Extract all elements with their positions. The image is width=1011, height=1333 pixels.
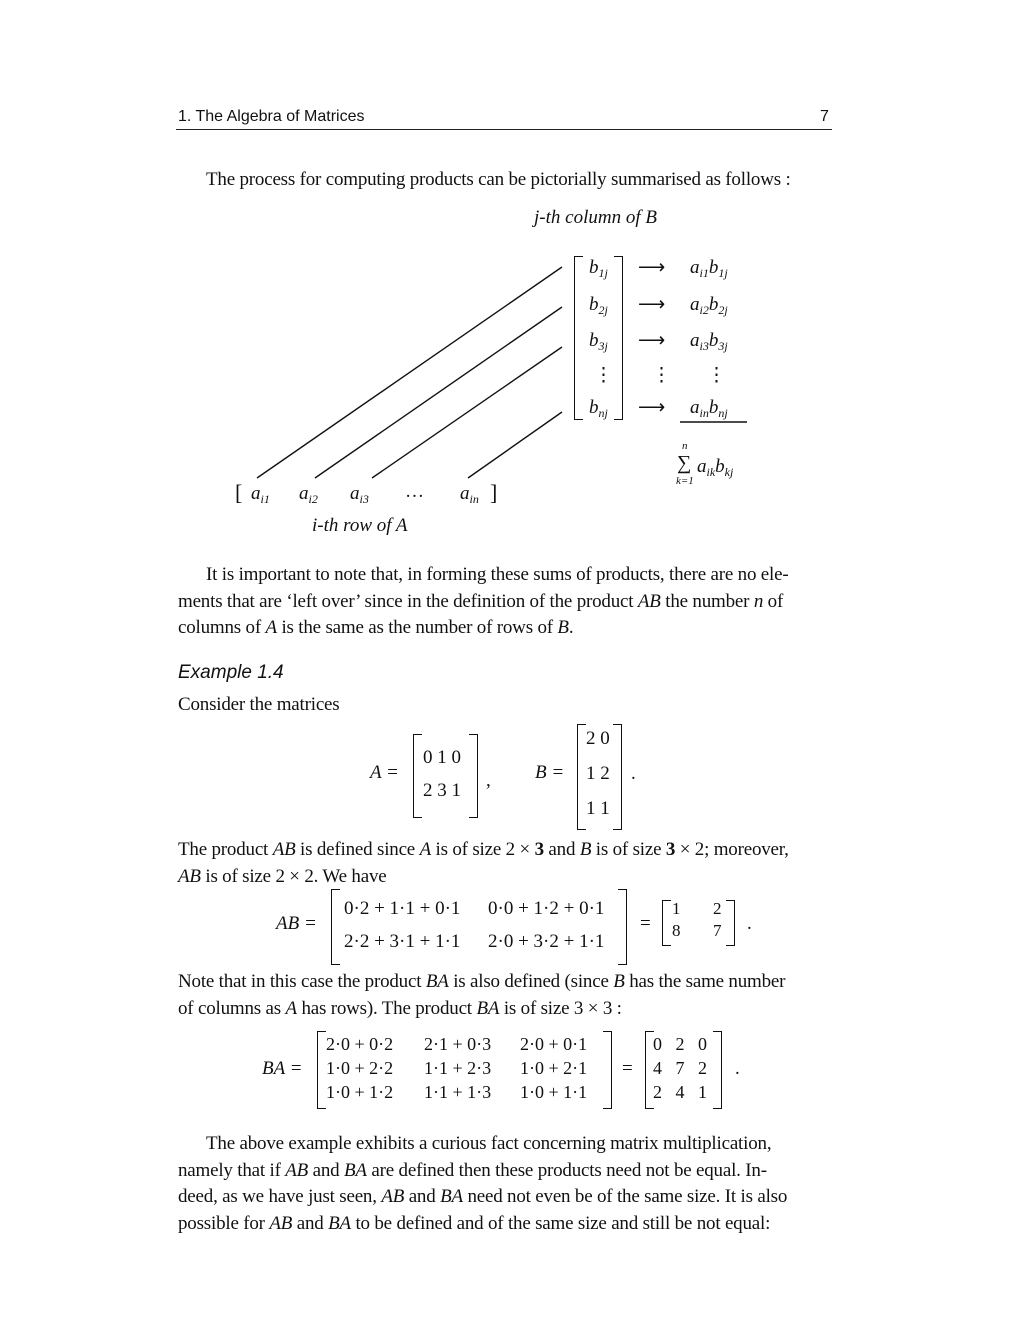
ab-expr-cell: 0·0 + 1·2 + 0·1 bbox=[488, 898, 605, 919]
product-term: $a_{i3}b_{3j}$ bbox=[690, 330, 728, 353]
text-line: possible for AB and BA to be defined and of the same size and still be not equal: bbox=[178, 1212, 771, 1234]
arrow-icon: ⟶ bbox=[638, 257, 666, 278]
example-heading: Example 1.4 bbox=[178, 662, 284, 683]
row-entry: $a_{in}$ bbox=[460, 483, 479, 506]
ba-expr-right-bracket bbox=[603, 1031, 612, 1109]
row-left-bracket: [ bbox=[235, 480, 243, 505]
column-entry: $b_{2j}$ bbox=[589, 294, 608, 317]
ab-result-cell: 2 bbox=[713, 899, 722, 918]
sigma-icon: ∑ bbox=[677, 452, 692, 474]
ba-expr-cell: 2·0 + 0·2 bbox=[326, 1034, 394, 1054]
consider-text: Consider the matrices bbox=[178, 694, 340, 715]
ab-expr-cell: 0·2 + 1·1 + 0·1 bbox=[344, 898, 461, 919]
arrow-icon: ⟶ bbox=[638, 397, 666, 418]
ba-expr-cell: 1·0 + 1·1 bbox=[520, 1082, 588, 1102]
text-line: AB is of size 2 × 2. We have bbox=[178, 865, 387, 887]
vertical-ellipsis: ⋮ bbox=[652, 365, 671, 386]
ba-expr-cell: 1·0 + 2·2 bbox=[326, 1058, 394, 1078]
ba-result-row: 4 7 2 bbox=[653, 1058, 707, 1078]
ba-result-row: 0 2 0 bbox=[653, 1034, 707, 1054]
intro-text: The process for computing products can be pictorially summarised as follows : bbox=[206, 169, 791, 190]
paragraph-ab-defined bbox=[178, 837, 830, 890]
sum-term: $a_{ik}b_{kj}$ bbox=[697, 456, 734, 479]
row-ellipsis: … bbox=[405, 481, 424, 502]
ba-expr-cell: 1·0 + 2·1 bbox=[520, 1058, 588, 1078]
row-right-bracket: ] bbox=[490, 480, 498, 505]
matrix-b-row: 2 0 bbox=[586, 728, 610, 749]
ab-label: AB = bbox=[276, 913, 317, 934]
paragraph-left-over bbox=[178, 562, 830, 642]
period: . bbox=[631, 763, 636, 784]
comma: , bbox=[486, 770, 491, 791]
matrix-a-label: A = bbox=[370, 762, 399, 783]
matrix-b-label: B = bbox=[535, 762, 565, 783]
ab-result-cell: 1 bbox=[672, 899, 681, 918]
product-term: $a_{i1}b_{1j}$ bbox=[690, 257, 728, 280]
matrix-b-row: 1 2 bbox=[586, 763, 610, 784]
column-right-bracket bbox=[614, 256, 623, 420]
ba-result-row: 2 4 1 bbox=[653, 1082, 707, 1102]
paragraph-curious-fact bbox=[178, 1131, 830, 1237]
ab-result-cell: 8 bbox=[672, 921, 681, 940]
product-term: $a_{in}b_{nj}$ bbox=[690, 397, 728, 420]
ba-result-right-bracket bbox=[713, 1031, 722, 1109]
text-line: columns of A is the same as the number of rows of B. bbox=[178, 617, 574, 638]
ba-expr-cell: 1·1 + 1·3 bbox=[424, 1082, 492, 1102]
ab-expr-cell: 2·0 + 3·2 + 1·1 bbox=[488, 931, 605, 952]
ab-expr-cell: 2·2 + 3·1 + 1·1 bbox=[344, 931, 461, 952]
ab-result-left-bracket bbox=[662, 900, 671, 946]
column-entry: $b_{1j}$ bbox=[589, 257, 608, 280]
running-header-title: 1. The Algebra of Matrices bbox=[178, 108, 365, 125]
matrix-a-row: 2 3 1 bbox=[423, 780, 461, 801]
text-line: It is important to note that, in forming these sums of products, there are no ele- bbox=[206, 564, 789, 585]
column-ellipsis: ⋮ bbox=[594, 365, 613, 386]
text-line: of columns as A has rows). The product BA is of size 3 × 3 : bbox=[178, 997, 622, 1019]
row-label: i-th row of A bbox=[312, 515, 408, 536]
text-line: The product AB is defined since A is of size 2 × 3 and B is of size 3 × 2; moreover, bbox=[178, 839, 789, 860]
ba-expr-cell: 2·0 + 0·1 bbox=[520, 1034, 588, 1054]
ab-expr-right-bracket bbox=[618, 889, 627, 965]
column-entry: $b_{nj}$ bbox=[589, 397, 608, 420]
ba-label: BA = bbox=[262, 1058, 303, 1079]
text-line: ments that are ‘left over’ since in the definition of the product AB the number n of bbox=[178, 590, 784, 612]
ab-result-right-bracket bbox=[726, 900, 735, 946]
equals-sign: = bbox=[622, 1058, 633, 1079]
period: . bbox=[747, 913, 752, 934]
row-entry: $a_{i1}$ bbox=[251, 483, 270, 506]
ba-expr-cell: 2·1 + 0·3 bbox=[424, 1034, 492, 1054]
ab-result-cell: 7 bbox=[713, 921, 722, 940]
page-number: 7 bbox=[820, 108, 829, 125]
text-line: deed, as we have just seen, AB and BA need not even be of the same size. It is also bbox=[178, 1186, 788, 1207]
vertical-ellipsis: ⋮ bbox=[707, 365, 726, 386]
period: . bbox=[735, 1058, 740, 1079]
sum-upper-limit: n bbox=[682, 440, 688, 452]
arrow-icon: ⟶ bbox=[638, 330, 666, 351]
text-line: namely that if AB and BA are defined then these products need not be equal. In- bbox=[178, 1159, 767, 1181]
matrix-b-row: 1 1 bbox=[586, 798, 610, 819]
matrix-b-right-bracket bbox=[613, 724, 622, 830]
ba-expr-left-bracket bbox=[317, 1031, 326, 1109]
matrix-a-left-bracket bbox=[413, 734, 422, 818]
sum-lower-limit: k=1 bbox=[676, 475, 694, 487]
text-line: Note that in this case the product BA is also defined (since B has the same number bbox=[178, 971, 786, 992]
column-left-bracket bbox=[574, 256, 583, 420]
ab-expr-left-bracket bbox=[331, 889, 340, 965]
arrow-icon: ⟶ bbox=[638, 294, 666, 315]
ba-expr-cell: 1·1 + 2·3 bbox=[424, 1058, 492, 1078]
row-entry: $a_{i3}$ bbox=[350, 483, 369, 506]
paragraph-ba-defined bbox=[178, 969, 830, 1022]
matrix-a-row: 0 1 0 bbox=[423, 747, 461, 768]
equals-sign: = bbox=[640, 913, 651, 934]
row-entry: $a_{i2}$ bbox=[299, 483, 318, 506]
matrix-a-right-bracket bbox=[469, 734, 478, 818]
ba-expr-cell: 1·0 + 1·2 bbox=[326, 1082, 394, 1102]
column-entry: $b_{3j}$ bbox=[589, 330, 608, 353]
text-line: The above example exhibits a curious fact concerning matrix multiplication, bbox=[206, 1133, 772, 1154]
matrix-b-left-bracket bbox=[577, 724, 586, 830]
column-label: j-th column of B bbox=[534, 207, 657, 228]
product-term: $a_{i2}b_{2j}$ bbox=[690, 294, 728, 317]
